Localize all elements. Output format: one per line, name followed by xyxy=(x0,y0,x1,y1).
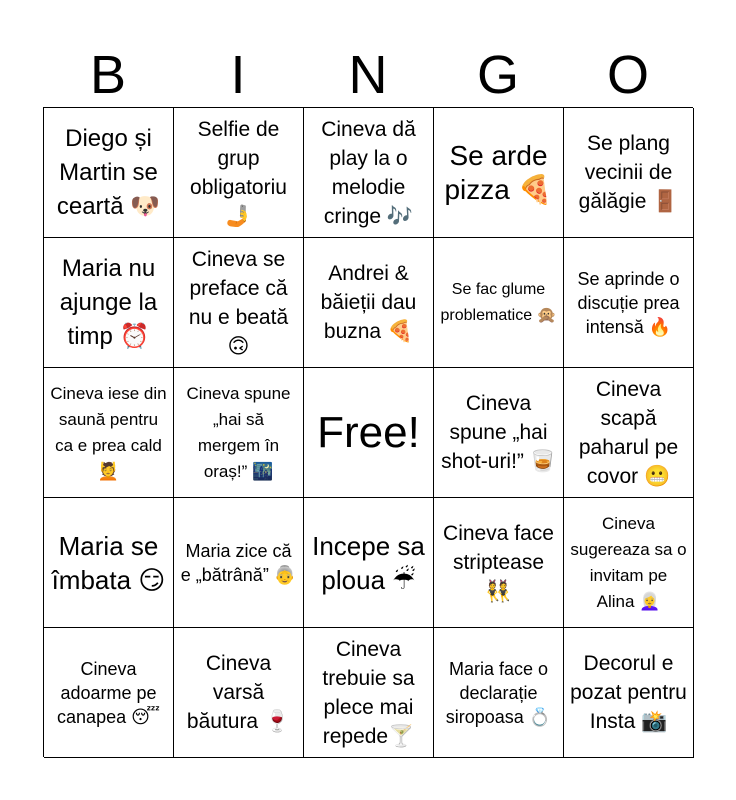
cell-text: Selfie de grup obligatoriu 🤳 xyxy=(190,117,287,228)
bingo-cell[interactable] xyxy=(434,238,564,368)
bingo-cell[interactable] xyxy=(174,238,304,368)
cell-text: Incepe sa ploua ☔ xyxy=(312,530,425,595)
bingo-cell[interactable] xyxy=(434,108,564,238)
bingo-cell[interactable] xyxy=(44,368,174,498)
bingo-cell[interactable] xyxy=(434,628,564,758)
bingo-cell[interactable] xyxy=(174,628,304,758)
free-space-cell[interactable] xyxy=(304,368,434,498)
cell-text: Cineva sugereaza sa o invitam pe Alina 👩‍🦳 xyxy=(570,513,687,611)
header-letter-b: B xyxy=(89,45,127,105)
free-space-label: Free! xyxy=(317,407,420,457)
bingo-cell[interactable] xyxy=(304,628,434,758)
cell-text: Se fac glume problematice 🙊 xyxy=(440,280,557,324)
bingo-cell[interactable] xyxy=(434,498,564,628)
cell-text: Decorul e pozat pentru Insta 📸 xyxy=(570,652,687,733)
bingo-cell[interactable] xyxy=(174,498,304,628)
cell-text: Cineva iese din saună pentru ca e prea cald💆 xyxy=(50,383,167,481)
bingo-grid xyxy=(43,107,693,757)
header-letter-i: I xyxy=(230,45,246,105)
bingo-cell[interactable] xyxy=(44,498,174,628)
cell-text: Andrei & băieții dau buzna 🍕 xyxy=(320,262,417,343)
bingo-cell[interactable] xyxy=(304,108,434,238)
bingo-cell[interactable] xyxy=(44,108,174,238)
cell-text: Maria se îmbata 😏 xyxy=(51,530,166,595)
cell-text: Cineva adoarme pe canapea 😴 xyxy=(57,658,160,727)
cell-text: Cineva face striptease 👯 xyxy=(443,522,554,603)
bingo-cell[interactable] xyxy=(434,368,564,498)
bingo-cell[interactable] xyxy=(174,368,304,498)
bingo-cell[interactable] xyxy=(304,498,434,628)
bingo-cell[interactable] xyxy=(44,238,174,368)
bingo-cell[interactable] xyxy=(564,498,694,628)
header-letter-g: G xyxy=(476,45,519,105)
bingo-cell[interactable] xyxy=(564,108,694,238)
cell-text: Cineva spune „hai să mergem în oraș!” 🌃 xyxy=(186,383,291,481)
cell-text: Se aprinde o discuție prea intensă 🔥 xyxy=(577,268,680,337)
cell-text: Maria face o declarație siropoasa 💍 xyxy=(445,658,552,727)
cell-text: Maria zice că e „bătrână” 👵 xyxy=(180,540,297,585)
cell-text: Cineva se preface că nu e beată 🙃 xyxy=(188,247,289,358)
bingo-cell[interactable] xyxy=(564,238,694,368)
bingo-header xyxy=(43,42,693,108)
cell-text: Cineva trebuie sa plece mai repede🍸 xyxy=(322,637,415,748)
cell-text: Cineva spune „hai shot-uri!” 🥃 xyxy=(441,392,556,473)
cell-text: Cineva dă play la o melodie cringe 🎶 xyxy=(321,117,416,228)
header-letter-n: N xyxy=(348,45,388,105)
bingo-cell[interactable] xyxy=(304,238,434,368)
cell-text: Maria nu ajunge la timp ⏰ xyxy=(59,254,158,350)
cell-text: Se plang vecinii de gălăgie 🚪 xyxy=(578,132,679,213)
cell-text: Cineva scapă paharul pe covor 😬 xyxy=(578,377,679,488)
cell-text: Diego și Martin se ceartă 🐶 xyxy=(56,124,161,220)
cell-text: Se arde pizza 🍕 xyxy=(444,139,553,205)
bingo-cell[interactable] xyxy=(44,628,174,758)
header-letter-o: O xyxy=(606,45,649,105)
cell-text: Cineva varsă băutura 🍷 xyxy=(186,652,291,733)
bingo-cell[interactable] xyxy=(174,108,304,238)
bingo-cell[interactable] xyxy=(564,368,694,498)
bingo-cell[interactable] xyxy=(564,628,694,758)
